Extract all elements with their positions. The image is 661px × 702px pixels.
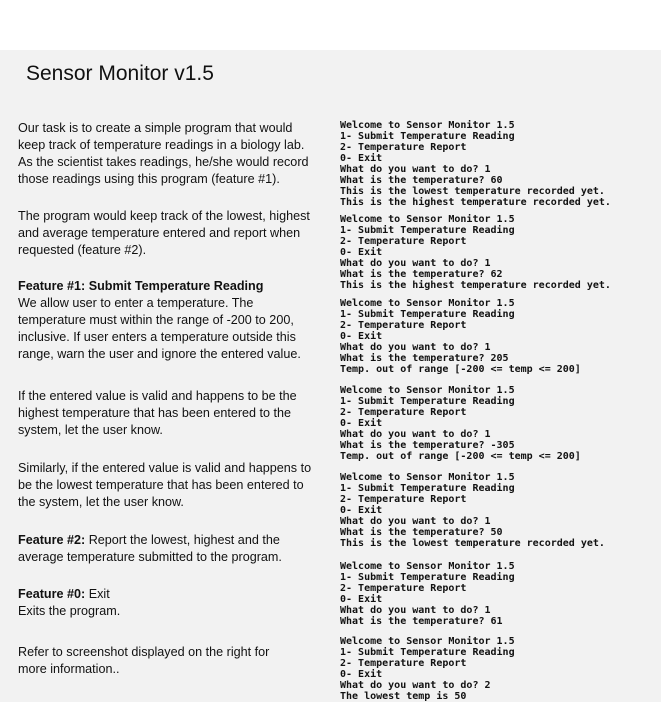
highest-text: If the entered value is valid and happens to be the highest temperature that has been entered to the system, let the user know.	[18, 389, 297, 437]
page-title: Sensor Monitor v1.5	[26, 62, 214, 85]
console-line: 0- Exit	[340, 247, 383, 258]
console-line: The lowest temp is 50	[340, 691, 467, 702]
console-line: 1- Submit Temperature Reading	[340, 309, 515, 320]
console-line: 0- Exit	[340, 669, 383, 680]
tracking-text: The program would keep track of the lowest, highest and average temperature entered and report when requested (feature #2).	[18, 209, 310, 257]
console-line: Welcome to Sensor Monitor 1.5	[340, 561, 515, 572]
console-line: 2- Temperature Report	[340, 583, 467, 594]
feature-0-text: Exit Exits the program.	[18, 587, 121, 618]
console-line: What do you want to do? 1	[340, 516, 491, 527]
console-line: 1- Submit Temperature Reading	[340, 647, 515, 658]
console-line: 0- Exit	[340, 153, 383, 164]
tracking-paragraph	[18, 208, 338, 259]
console-line: Welcome to Sensor Monitor 1.5	[340, 298, 515, 309]
console-line: Temp. out of range [-200 <= temp <= 200]	[340, 364, 581, 375]
console-line: 2- Temperature Report	[340, 658, 467, 669]
console-line: This is the highest temperature recorded yet.	[340, 197, 611, 208]
lowest-paragraph	[18, 460, 338, 511]
console-line: What is the temperature? 205	[340, 353, 509, 364]
console-line: 1- Submit Temperature Reading	[340, 572, 515, 583]
console-block	[340, 472, 605, 549]
feature-2-heading: Feature #2:	[18, 533, 86, 547]
console-line: 2- Temperature Report	[340, 320, 467, 331]
console-line: 1- Submit Temperature Reading	[340, 483, 515, 494]
intro-text: Our task is to create a simple program that would keep track of temperature readings in a biology lab. As the scientist takes readings, he/she would record those readings using this program (feature #1).	[18, 121, 309, 186]
console-line: What do you want to do? 1	[340, 429, 491, 440]
console-block	[340, 636, 515, 702]
console-line: This is the highest temperature recorded yet.	[340, 280, 611, 291]
console-line: 1- Submit Temperature Reading	[340, 225, 515, 236]
console-block	[340, 561, 515, 627]
console-line: 2- Temperature Report	[340, 494, 467, 505]
console-line: Welcome to Sensor Monitor 1.5	[340, 472, 515, 483]
lowest-text: Similarly, if the entered value is valid and happens to be the lowest temperature that has been entered to the system, let the user know.	[18, 461, 312, 509]
refer-text: Refer to screenshot displayed on the right for more information..	[18, 645, 270, 676]
intro-paragraph	[18, 120, 338, 188]
console-line: What is the temperature? 50	[340, 527, 503, 538]
console-line: 0- Exit	[340, 418, 383, 429]
console-line: What do you want to do? 1	[340, 258, 491, 269]
console-line: Welcome to Sensor Monitor 1.5	[340, 385, 515, 396]
console-line: 1- Submit Temperature Reading	[340, 131, 515, 142]
console-line: This is the lowest temperature recorded yet.	[340, 538, 605, 549]
console-line: What is the temperature? 61	[340, 616, 503, 627]
feature-0-paragraph	[18, 586, 338, 620]
console-line: What do you want to do? 1	[340, 164, 491, 175]
console-line: 0- Exit	[340, 594, 383, 605]
feature-2-paragraph	[18, 532, 338, 566]
console-line: 2- Temperature Report	[340, 236, 467, 247]
console-line: Temp. out of range [-200 <= temp <= 200]	[340, 451, 581, 462]
console-line: What is the temperature? 60	[340, 175, 503, 186]
console-line: 2- Temperature Report	[340, 142, 467, 153]
console-line: 0- Exit	[340, 331, 383, 342]
console-line: What do you want to do? 1	[340, 605, 491, 616]
console-line: What is the temperature? -305	[340, 440, 515, 451]
feature-1-paragraph	[18, 278, 338, 363]
console-block	[340, 214, 611, 291]
refer-paragraph	[18, 644, 338, 678]
console-line: Welcome to Sensor Monitor 1.5	[340, 120, 515, 131]
console-line: What do you want to do? 1	[340, 342, 491, 353]
console-line: 2- Temperature Report	[340, 407, 467, 418]
feature-0-heading: Feature #0:	[18, 587, 86, 601]
console-line: Welcome to Sensor Monitor 1.5	[340, 214, 515, 225]
console-line: What is the temperature? 62	[340, 269, 503, 280]
top-bar	[0, 0, 661, 50]
feature-2-text: Report the lowest, highest and the average temperature submitted to the program.	[18, 533, 282, 564]
console-line: Welcome to Sensor Monitor 1.5	[340, 636, 515, 647]
console-block	[340, 298, 581, 375]
console-block	[340, 385, 581, 462]
feature-1-heading: Feature #1: Submit Temperature Reading	[18, 279, 264, 293]
console-line: 1- Submit Temperature Reading	[340, 396, 515, 407]
highest-paragraph	[18, 388, 338, 439]
console-line: This is the lowest temperature recorded yet.	[340, 186, 605, 197]
console-block	[340, 120, 611, 208]
console-line: 0- Exit	[340, 505, 383, 516]
feature-1-text: We allow user to enter a temperature. The temperature must within the range of -200 to 200, inclusive. If user enters a temperature outside this range, warn the user and ignore the entered value.	[18, 296, 301, 361]
console-line: What do you want to do? 2	[340, 680, 491, 691]
